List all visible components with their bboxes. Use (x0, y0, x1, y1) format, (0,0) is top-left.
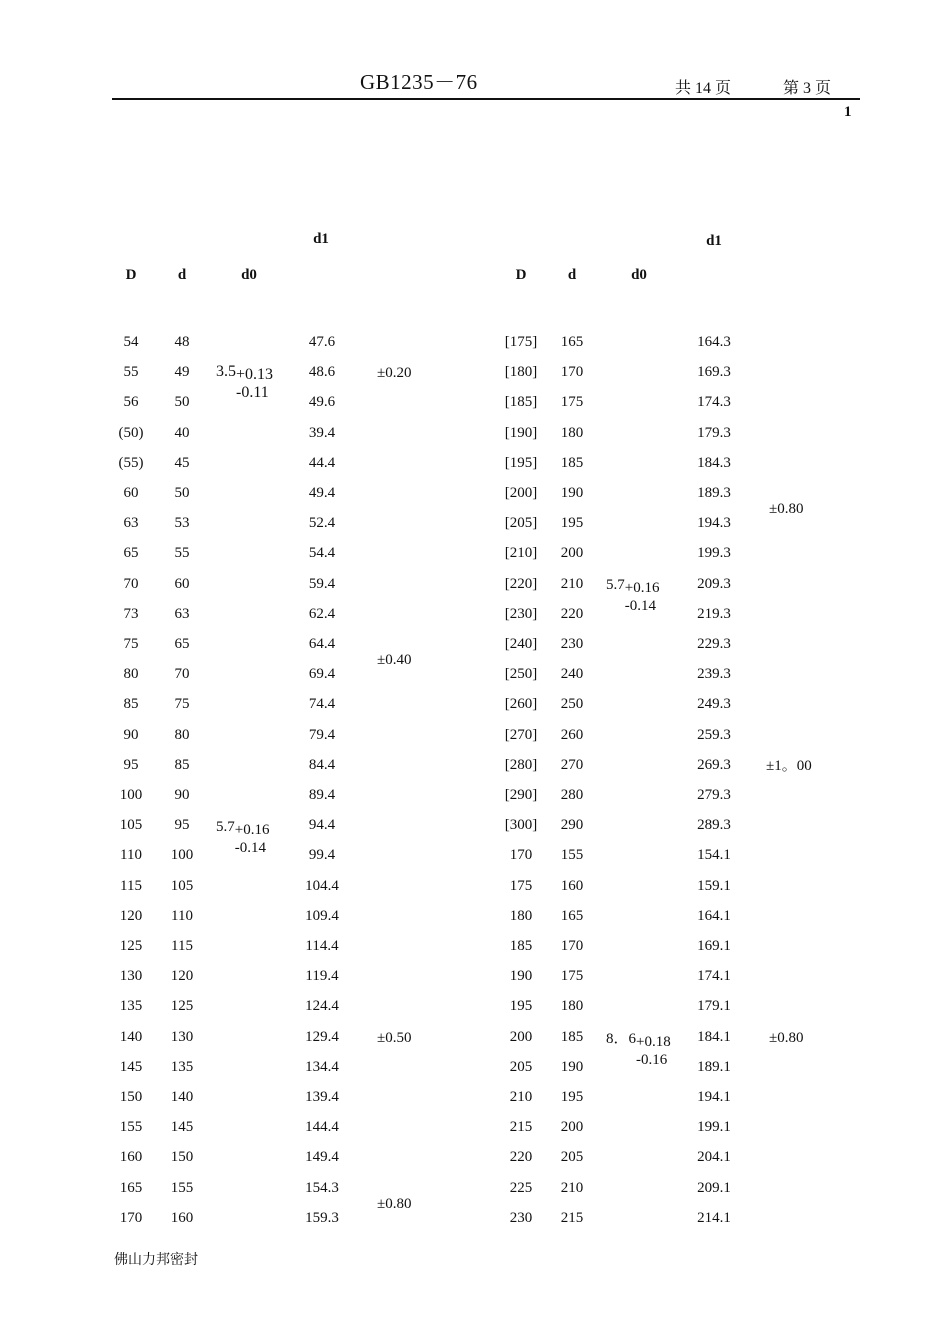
right-row-cell-D: [260] (504, 696, 538, 712)
left-row-cell-d1: 109.4 (305, 908, 339, 924)
left-row-cell-d1: 89.4 (308, 787, 336, 803)
left-row-cell-d: 110 (171, 908, 193, 924)
left-row-cell-d: 65 (174, 636, 190, 652)
right-header-d0: d0 (631, 267, 647, 283)
left-row-cell-d: 160 (170, 1210, 194, 1226)
left-row-cell-d: 140 (170, 1089, 194, 1105)
left-row-cell-d: 90 (174, 787, 190, 803)
right-row-cell-d1: 164.3 (697, 334, 731, 350)
left-row-cell-D: 110 (120, 847, 142, 863)
left-row-cell-d1: 44.4 (308, 455, 336, 471)
right-row-cell-D: 225 (509, 1180, 533, 1196)
right-row-cell-d1: 194.1 (697, 1089, 731, 1105)
right-row-cell-d: 240 (560, 666, 584, 682)
right-row-cell-D: [190] (504, 425, 538, 441)
left-row-cell-d: 60 (174, 576, 190, 592)
right-row-cell-D: 195 (509, 998, 533, 1014)
left-row-cell-d1: 49.6 (308, 394, 336, 410)
right-row-cell-d1: 184.3 (697, 455, 731, 471)
document-title: GB1235－76 (360, 70, 478, 94)
right-row-cell-d1: 169.3 (697, 364, 731, 380)
left-row-cell-d1: 52.4 (308, 515, 336, 531)
left-row-cell-d: 80 (174, 727, 190, 743)
left-row-cell-D: 70 (123, 576, 139, 592)
right-row-cell-d: 165 (560, 334, 584, 350)
left-row-cell-d: 48 (174, 334, 190, 350)
current-page: 第 3 页 (783, 80, 832, 97)
left-row-cell-d: 155 (170, 1180, 194, 1196)
right-row-cell-D: 180 (509, 908, 533, 924)
header-rule (112, 98, 860, 100)
left-row-cell-D: 150 (119, 1089, 143, 1105)
left-row-cell-D: 135 (119, 998, 143, 1014)
left-row-cell-d: 50 (174, 485, 190, 501)
left-row-cell-d: 55 (174, 545, 190, 561)
right-row-cell-d: 180 (560, 998, 584, 1014)
right-row-cell-D: [280] (504, 757, 538, 773)
left-row-cell-d1: 129.4 (305, 1029, 339, 1045)
right-row-cell-d1: 154.1 (697, 847, 731, 863)
right-row-cell-D: [210] (504, 545, 538, 561)
right-row-cell-d1: 209.3 (697, 576, 731, 592)
left-d0-group-1 (216, 363, 274, 401)
right-row-cell-d1: 249.3 (697, 696, 731, 712)
right-row-cell-d1: 179.3 (697, 425, 731, 441)
left-row-cell-d: 150 (170, 1149, 194, 1165)
left-row-cell-D: 100 (119, 787, 143, 803)
right-tolerance-1: ±0.80 (769, 501, 804, 517)
right-header-d: d (567, 267, 577, 283)
left-row-cell-D: 115 (120, 878, 142, 894)
right-row-cell-d: 190 (560, 1059, 584, 1075)
right-row-cell-d1: 174.3 (697, 394, 731, 410)
right-row-cell-d1: 174.1 (697, 968, 731, 984)
left-row-cell-D: (50) (118, 425, 144, 441)
left-row-cell-d: 63 (174, 606, 190, 622)
right-row-cell-D: [300] (504, 817, 538, 833)
right-row-cell-D: [175] (504, 334, 538, 350)
right-d0-group-2 (606, 1030, 671, 1068)
left-row-cell-d1: 159.3 (305, 1210, 339, 1226)
left-row-cell-d: 105 (170, 878, 194, 894)
footer-company: 佛山力邦密封 (114, 1252, 198, 1268)
left-row-cell-D: 73 (123, 606, 139, 622)
right-row-cell-d1: 199.1 (697, 1119, 731, 1135)
left-row-cell-d1: 48.6 (308, 364, 336, 380)
right-tolerance-3: ±0.80 (769, 1030, 804, 1046)
left-row-cell-d: 50 (174, 394, 190, 410)
right-row-cell-D: [200] (504, 485, 538, 501)
left-row-cell-D: 85 (123, 696, 139, 712)
left-row-cell-D: 56 (123, 394, 139, 410)
left-row-cell-d: 49 (174, 364, 190, 380)
left-row-cell-d1: 104.4 (305, 878, 339, 894)
left-tolerance-1: ±0.20 (377, 365, 412, 381)
left-row-cell-d: 100 (170, 847, 194, 863)
right-row-cell-D: 170 (509, 847, 533, 863)
right-row-cell-D: 185 (509, 938, 533, 954)
left-d0-2-base: 5.7 (216, 819, 235, 835)
left-d0-1-base: 3.5 (216, 363, 236, 380)
right-row-cell-D: [180] (504, 364, 538, 380)
left-row-cell-d: 85 (174, 757, 190, 773)
right-row-cell-d: 170 (560, 364, 584, 380)
left-row-cell-d1: 99.4 (308, 847, 336, 863)
right-row-cell-D: 210 (509, 1089, 533, 1105)
left-tolerance-3: ±0.50 (377, 1030, 412, 1046)
right-row-cell-d1: 189.1 (697, 1059, 731, 1075)
left-row-cell-d: 40 (174, 425, 190, 441)
right-row-cell-d1: 219.3 (697, 606, 731, 622)
left-row-cell-d1: 69.4 (308, 666, 336, 682)
left-row-cell-d1: 119.4 (305, 968, 339, 984)
right-row-cell-D: 190 (509, 968, 533, 984)
left-row-cell-d: 145 (170, 1119, 194, 1135)
left-row-cell-d1: 154.3 (305, 1180, 339, 1196)
total-pages: 共 14 页 (675, 80, 732, 97)
right-row-cell-d: 155 (560, 847, 584, 863)
right-row-cell-d: 180 (560, 425, 584, 441)
left-row-cell-D: 165 (119, 1180, 143, 1196)
right-row-cell-d1: 189.3 (697, 485, 731, 501)
right-row-cell-d: 210 (560, 576, 584, 592)
left-d0-2-upper: +0.16 (234, 822, 270, 838)
right-row-cell-d1: 164.1 (697, 908, 731, 924)
left-tolerance-2: ±0.40 (377, 652, 412, 668)
right-row-cell-d: 205 (560, 1149, 584, 1165)
right-row-cell-d: 160 (560, 878, 584, 894)
right-row-cell-d1: 159.1 (697, 878, 731, 894)
right-d0-2-upper: +0.18 (636, 1034, 671, 1050)
right-row-cell-d: 230 (560, 636, 584, 652)
left-row-cell-D: 63 (123, 515, 139, 531)
right-row-cell-D: 220 (509, 1149, 533, 1165)
left-row-cell-d: 125 (170, 998, 194, 1014)
left-row-cell-d1: 134.4 (305, 1059, 339, 1075)
right-row-cell-d: 290 (560, 817, 584, 833)
right-row-cell-d1: 259.3 (697, 727, 731, 743)
right-row-cell-D: [290] (504, 787, 538, 803)
right-row-cell-D: [230] (504, 606, 538, 622)
right-d0-group-1 (606, 576, 660, 614)
right-row-cell-d: 185 (560, 1029, 584, 1045)
left-row-cell-d1: 124.4 (305, 998, 339, 1014)
right-row-cell-D: [220] (504, 576, 538, 592)
right-row-cell-D: [195] (504, 455, 538, 471)
left-row-cell-d: 70 (174, 666, 190, 682)
right-row-cell-d: 185 (560, 455, 584, 471)
left-row-cell-D: 55 (123, 364, 139, 380)
right-row-cell-D: [205] (504, 515, 538, 531)
right-row-cell-d1: 184.1 (697, 1029, 731, 1045)
right-d0-1-base: 5.7 (606, 577, 625, 593)
right-row-cell-d: 190 (560, 485, 584, 501)
left-row-cell-d: 53 (174, 515, 190, 531)
left-row-cell-d: 120 (170, 968, 194, 984)
right-header-D: D (515, 267, 527, 283)
right-row-cell-d: 215 (560, 1210, 584, 1226)
left-row-cell-D: 60 (123, 485, 139, 501)
left-d0-1-upper: +0.13 (236, 366, 274, 383)
right-row-cell-d1: 239.3 (697, 666, 731, 682)
left-row-cell-D: 145 (119, 1059, 143, 1075)
left-row-cell-D: 90 (123, 727, 139, 743)
left-row-cell-D: 65 (123, 545, 139, 561)
right-row-cell-d1: 204.1 (697, 1149, 731, 1165)
left-row-cell-D: 140 (119, 1029, 143, 1045)
left-header-d0: d0 (241, 267, 257, 283)
right-row-cell-D: 175 (509, 878, 533, 894)
left-row-cell-D: 95 (123, 757, 139, 773)
right-tolerance-2: ±1。00 (766, 758, 812, 774)
left-row-cell-D: 105 (119, 817, 143, 833)
right-header-d1: d1 (706, 233, 722, 249)
right-row-cell-D: 200 (509, 1029, 533, 1045)
left-row-cell-d1: 139.4 (305, 1089, 339, 1105)
left-row-cell-D: 75 (123, 636, 139, 652)
right-row-cell-D: [250] (504, 666, 538, 682)
left-row-cell-D: (55) (118, 455, 144, 471)
left-row-cell-d: 135 (170, 1059, 194, 1075)
right-row-cell-d1: 209.1 (697, 1180, 731, 1196)
left-d0-2-lower: -0.14 (234, 840, 266, 856)
left-row-cell-D: 170 (119, 1210, 143, 1226)
right-row-cell-d1: 199.3 (697, 545, 731, 561)
right-d0-2-lower: -0.16 (636, 1052, 668, 1068)
left-row-cell-d: 75 (174, 696, 190, 712)
right-row-cell-D: 205 (509, 1059, 533, 1075)
right-row-cell-d: 280 (560, 787, 584, 803)
right-row-cell-d1: 289.3 (697, 817, 731, 833)
page-number: 1 (844, 104, 852, 120)
left-row-cell-d1: 79.4 (308, 727, 336, 743)
left-row-cell-D: 120 (119, 908, 143, 924)
left-row-cell-d1: 47.6 (308, 334, 336, 350)
left-row-cell-d1: 49.4 (308, 485, 336, 501)
left-row-cell-d1: 62.4 (308, 606, 336, 622)
left-row-cell-d1: 64.4 (308, 636, 336, 652)
right-row-cell-d: 175 (560, 968, 584, 984)
right-row-cell-d: 195 (560, 515, 584, 531)
left-row-cell-D: 155 (119, 1119, 143, 1135)
left-row-cell-d1: 39.4 (308, 425, 336, 441)
left-row-cell-d1: 144.4 (305, 1119, 339, 1135)
left-row-cell-d: 130 (170, 1029, 194, 1045)
left-row-cell-d1: 59.4 (308, 576, 336, 592)
right-d0-1-upper: +0.16 (624, 580, 660, 596)
right-row-cell-d: 270 (560, 757, 584, 773)
left-row-cell-D: 160 (119, 1149, 143, 1165)
right-row-cell-d1: 214.1 (697, 1210, 731, 1226)
left-row-cell-d: 45 (174, 455, 190, 471)
left-row-cell-d1: 74.4 (308, 696, 336, 712)
left-row-cell-d1: 149.4 (305, 1149, 339, 1165)
right-row-cell-d1: 194.3 (697, 515, 731, 531)
left-row-cell-D: 125 (119, 938, 143, 954)
right-row-cell-d: 200 (560, 1119, 584, 1135)
left-row-cell-d1: 84.4 (308, 757, 336, 773)
right-row-cell-D: [240] (504, 636, 538, 652)
left-header-d: d (177, 267, 187, 283)
left-row-cell-d1: 94.4 (308, 817, 336, 833)
right-row-cell-d: 170 (560, 938, 584, 954)
right-row-cell-d1: 169.1 (697, 938, 731, 954)
right-row-cell-d1: 269.3 (697, 757, 731, 773)
left-row-cell-d: 95 (174, 817, 190, 833)
right-row-cell-d: 210 (560, 1180, 584, 1196)
left-header-D: D (125, 267, 137, 283)
right-d0-1-lower: -0.14 (624, 598, 656, 614)
left-header-d1: d1 (313, 231, 329, 247)
right-row-cell-d: 250 (560, 696, 584, 712)
right-row-cell-d1: 279.3 (697, 787, 731, 803)
right-row-cell-D: [185] (504, 394, 538, 410)
right-row-cell-d: 195 (560, 1089, 584, 1105)
left-row-cell-d: 115 (171, 938, 193, 954)
left-row-cell-d1: 114.4 (305, 938, 339, 954)
right-row-cell-d: 175 (560, 394, 584, 410)
right-row-cell-D: [270] (504, 727, 538, 743)
right-row-cell-D: 230 (509, 1210, 533, 1226)
right-row-cell-D: 215 (509, 1119, 533, 1135)
right-row-cell-d: 165 (560, 908, 584, 924)
right-row-cell-d: 200 (560, 545, 584, 561)
left-row-cell-D: 130 (119, 968, 143, 984)
left-d0-group-2 (216, 818, 270, 856)
right-row-cell-d1: 179.1 (697, 998, 731, 1014)
left-row-cell-d1: 54.4 (308, 545, 336, 561)
right-row-cell-d: 220 (560, 606, 584, 622)
right-row-cell-d: 260 (560, 727, 584, 743)
left-d0-1-lower: -0.11 (236, 384, 269, 401)
left-row-cell-D: 80 (123, 666, 139, 682)
right-d0-2-base: 8．6 (606, 1031, 637, 1047)
left-row-cell-D: 54 (123, 334, 139, 350)
right-row-cell-d1: 229.3 (697, 636, 731, 652)
left-tolerance-4: ±0.80 (377, 1196, 412, 1212)
